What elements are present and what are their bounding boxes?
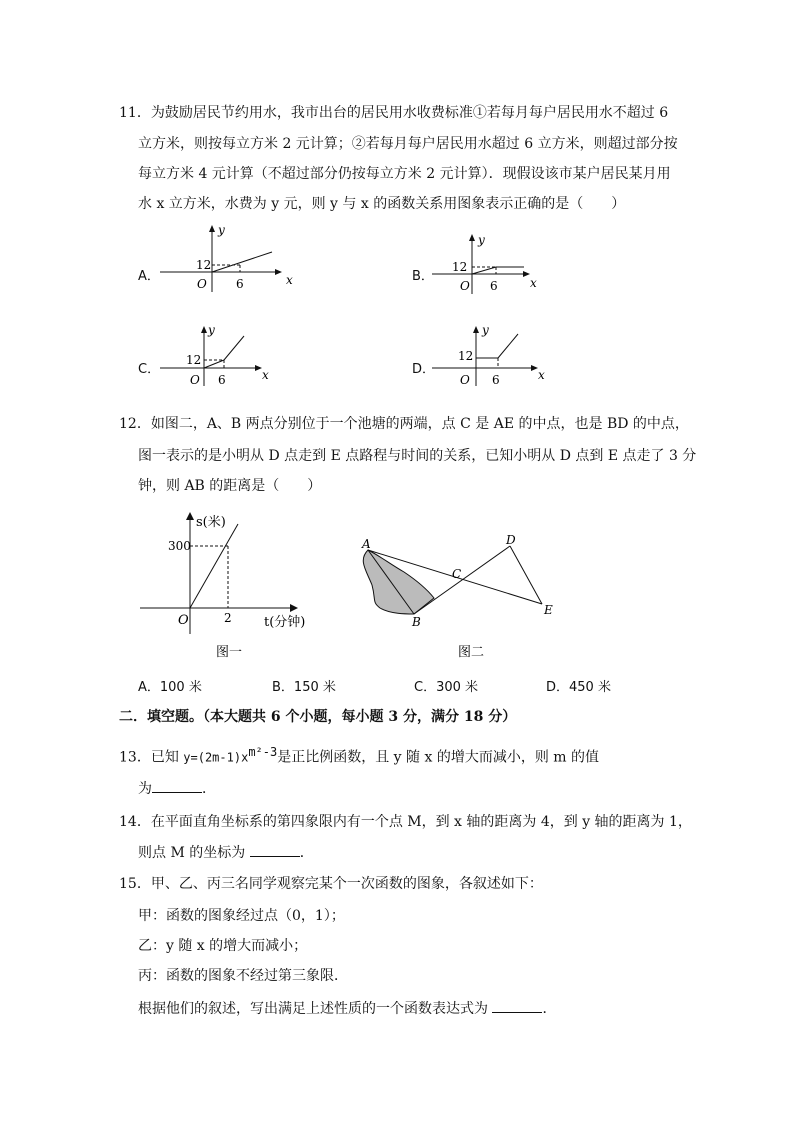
q11-line-1: 11．为鼓励居民节约用水，我市出台的居民用水收费标准①若每月每户居民用水不超过 6 (119, 105, 669, 121)
q12-line-3: 钟，则 AB 的距离是（ ） (138, 478, 322, 494)
q14-answer-blank[interactable] (250, 842, 300, 857)
fig1-caption: 图一 (216, 645, 243, 660)
q11-option-a-label: A． (138, 269, 160, 284)
q13-line-1 (119, 742, 599, 768)
q14-line2-text: 则点 M 的坐标为 (138, 845, 246, 861)
q11-option-d-label: D． (412, 362, 436, 377)
q11-c-origin: O (190, 373, 200, 387)
q11-option-b-label: B． (412, 269, 434, 284)
q13-prefix: 13．已知 (119, 749, 179, 766)
q15-line-1: 15．甲、乙、丙三名同学观察完某个一次函数的图象，各叙述如下： (119, 876, 543, 892)
q11-b-x-label: x (530, 276, 537, 290)
q11-c-y-tick: 12 (186, 353, 202, 367)
fig2-point-b: B (412, 615, 421, 629)
q12-answer-d: D．450 米 (546, 680, 611, 695)
q11-c-y-label: y (208, 323, 215, 337)
q14-line-1: 14．在平面直角坐标系的第四象限内有一个点 M，到 x 轴的距离为 4，到 y 轴的距离为 1， (119, 814, 692, 830)
q12-answer-a: A．100 米 (138, 680, 202, 695)
q15-end: ． (542, 1001, 557, 1017)
q11-b-y-label: y (478, 233, 485, 247)
q11-d-x-label: x (538, 368, 545, 382)
q11-a-x-tick: 6 (236, 277, 244, 291)
q13-suffix: 是正比例函数，且 y 随 x 的增大而减小，则 m 的值 (277, 749, 599, 766)
q11-d-x-tick: 6 (492, 373, 500, 387)
q11-a-y-tick: 12 (196, 258, 212, 272)
q11-a-origin: O (197, 277, 207, 291)
q11-line-3: 每立方米 4 元计算（不超过部分仍按每立方米 2 元计算）．现假设该市某户居民某月用 (138, 166, 671, 182)
fig2-point-a: A (362, 537, 371, 551)
q11-graph-b (432, 230, 552, 296)
q11-b-origin: O (460, 279, 470, 293)
q15-jia: 甲：函数的图象经过点（0，1）； (138, 908, 345, 924)
q14-end: ． (299, 845, 314, 861)
q12-line-1: 12．如图二，A、B 两点分别位于一个池塘的两端，点 C 是 AE 的中点，也是 BD 的中点， (119, 416, 689, 432)
q12-answer-c: C．300 米 (414, 680, 479, 695)
q11-line-4: 水 x 立方米，水费为 y 元，则 y 与 x 的函数关系用图象表示正确的是（ ） (138, 196, 626, 212)
q15-yi: 乙：y 随 x 的增大而减小； (138, 938, 308, 954)
q12-answer-b: B．150 米 (272, 680, 336, 695)
fig2-point-e: E (544, 603, 553, 617)
fig1-y-tick: 300 (168, 539, 191, 553)
q12-line-2: 图一表示的是小明从 D 点走到 E 点路程与时间的关系，已知小明从 D 点到 E 点走了 3 分 (138, 448, 697, 464)
q11-option-c-label: C． (138, 362, 161, 377)
q11-c-x-label: x (262, 368, 269, 382)
q13-answer-blank[interactable] (152, 778, 202, 793)
fig1-origin: O (178, 613, 189, 628)
fig2-point-c: C (452, 567, 462, 581)
q15-bing: 丙：函数的图象不经过第三象限． (138, 968, 348, 984)
q11-graph-c (160, 322, 280, 388)
q11-c-x-tick: 6 (218, 373, 226, 387)
section-2-heading: 二．填空题。（本大题共 6 个小题，每小题 3 分，满分 18 分） (119, 709, 517, 725)
q11-b-y-tick: 12 (452, 260, 468, 274)
q11-d-y-label: y (482, 323, 489, 337)
q12-figure-2 (350, 530, 570, 668)
q15-answer-blank[interactable] (492, 998, 542, 1013)
fig1-x-label: t(分钟) (264, 615, 306, 630)
q11-a-x-label: x (286, 273, 293, 287)
q13-line2-text: 为 (138, 781, 152, 797)
q11-line-2: 立方米，则按每立方米 2 元计算；②若每月每户居民用水超过 6 立方米，则超过部分按 (138, 136, 678, 152)
q11-graph-a (160, 222, 300, 294)
q15-last (138, 998, 556, 1019)
fig2-point-d: D (506, 533, 516, 547)
q15-last-text: 根据他们的叙述，写出满足上述性质的一个函数表达式为 (138, 1001, 488, 1017)
q13-line-2 (138, 778, 216, 799)
fig1-y-label: s(米) (196, 515, 226, 530)
fig2-caption: 图二 (458, 645, 485, 660)
q11-a-y-label: y (218, 223, 225, 237)
q11-d-y-tick: 12 (458, 349, 474, 363)
q13-formula: y=(2m-1)x (183, 750, 249, 765)
q13-exponent: m²-3 (248, 745, 278, 759)
q11-graph-d (432, 322, 552, 388)
q11-b-x-tick: 6 (490, 279, 498, 293)
q11-d-origin: O (460, 373, 470, 387)
q12-figure-1 (140, 508, 340, 668)
q14-line-2 (138, 842, 314, 863)
fig1-x-tick: 2 (224, 611, 232, 625)
q13-end: ． (202, 781, 216, 797)
